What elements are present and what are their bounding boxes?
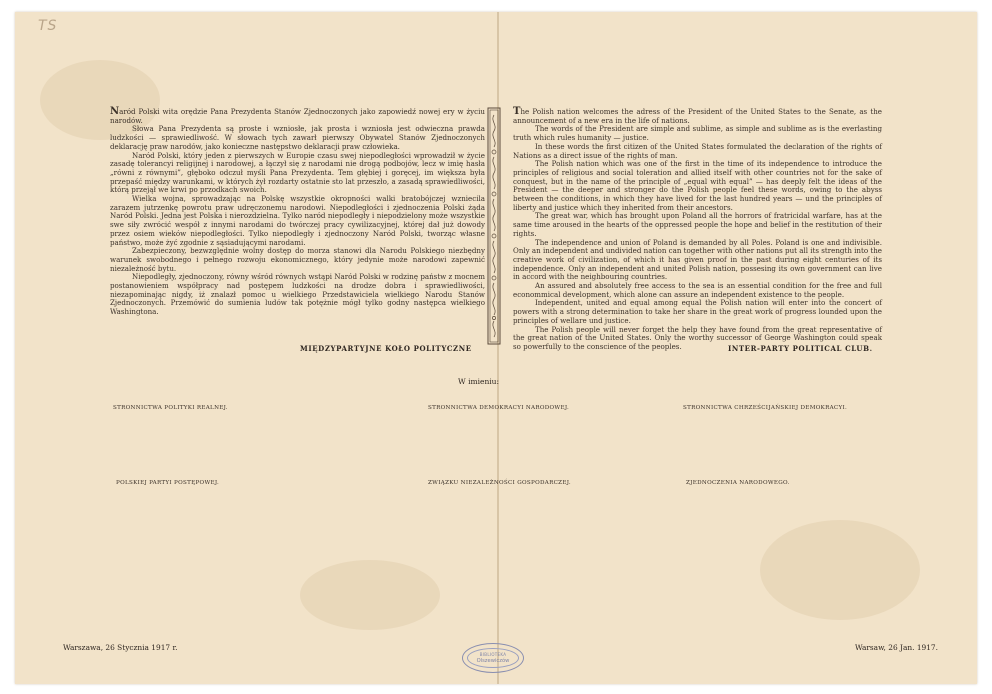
english-text-column	[513, 108, 882, 352]
place-date-polish: Warszawa, 26 Stycznia 1917 r.	[63, 643, 178, 652]
stamp-line: Olszewiczów	[476, 658, 510, 664]
english-paragraph: The words of the President are simple and sublime, as simple and sublime as is the everlasting truth which rules humanity — justice.	[513, 124, 882, 143]
polish-paragraph: Naród Polski, który jeden z pierwszych w Europie czasu swej niepodległości wprowadził w życie zasadę tolerancyi religijnej i narodowej, a łączył się z narodami nie drogą podbojów, lecz w imię hasła „równi z równymi”, głęboko odczuł myśli Pana Prezydenta. Tem głębiej i goręcej, im większa była przepaść między warunkami, w których żył rozdarty ostatnie sto lat przeszło, a zasadą sprawiedliwości, którą przejął we krwi po przodkach swoich.	[110, 150, 485, 195]
signatory-english: INTER-PARTY POLITICAL CLUB.	[728, 344, 873, 353]
party-name: STRONNICTWA DEMOKRACYI NARODOWEJ.	[428, 405, 570, 411]
party-name: STRONNICTWA POLITYKI REALNEJ.	[113, 405, 228, 411]
english-paragraph: The great war, which has brought upon Poland all the horrors of fratricidal warfare, has at the same time aroused in the hearts of the oppressed people the hope and belief in the restitution of their rights.	[513, 211, 882, 238]
decorative-border-ornament	[487, 107, 501, 345]
paper-stain	[300, 560, 440, 630]
library-stamp	[462, 643, 524, 673]
party-name: ZJEDNOCZENIA NARODOWEGO.	[686, 480, 790, 486]
signatory-polish: MIĘDZYPARTYJNE KOŁO POLITYCZNE	[300, 344, 472, 353]
place-date-english: Warsaw, 26 Jan. 1917.	[855, 643, 938, 652]
english-paragraph: The Polish nation welcomes the adress of the President of the United States to the Senate, as the announcement of a new era in the life of nations.	[513, 106, 882, 125]
polish-paragraph: Zabezpieczony, bezwzględnie wolny dostęp do morza stanowi dla Narodu Polskiego niezbędny warunek swobodnego i pełnego rozwoju ekonomicznego, który jedynie może narodowi zapewnić niezależność bytu.	[110, 246, 485, 273]
party-name: STRONNICTWA CHRZEŚCIJAŃSKIEJ DEMOKRACYI.	[683, 405, 848, 411]
polish-paragraph: Naród Polski wita orędzie Pana Prezydenta Stanów Zjednoczonych jako zapowiedź nowej ery w życiu narodów.	[110, 106, 485, 125]
paper-stain	[760, 520, 920, 620]
stamp-line: BIBLIOTEKA	[479, 652, 507, 657]
english-paragraph: Independent, united and equal among equal the Polish nation will enter into the concert of powers with a strong determination to take her share in the great work of progress lounded upon the principles of wellare und justice.	[513, 298, 882, 325]
stamp-ring	[467, 648, 519, 668]
polish-paragraph: Słowa Pana Prezydenta są proste i wzniosłe, jak prosta i wzniosła jest odwieczna prawda ludzkości — sprawiedliwość. W słowach tych zawarł pierwszy Obywatel Stanów Zjednoczonych deklarację praw narodów, jako konieczne następstwo deklaracji praw człowieka.	[110, 124, 485, 151]
english-paragraph: The Polish nation which was one of the first in the time of its independence to introduce the principles of religious and social toleration and allied itself with other countries not for the sake of conquest, but in the name of the principle of „equal with equal” — has deeply felt the ideas of the President — the deeper and stronger do the Polish people feel these words, owing to the abyss between the conditions, in which they have lived for the last hundred years — und the principles of liberty and justice which they inherited from their ancestors.	[513, 159, 882, 212]
pencil-mark: TS	[38, 18, 58, 34]
english-paragraph: The Polish people will never forget the help they have found from the great representative of the great nation of the United States. Only the worthy successor of George Washington could speak so powerfully to the conscience of the peoples.	[513, 324, 882, 351]
on-behalf-label: W imieniu:	[458, 377, 500, 386]
polish-text-column	[110, 108, 485, 317]
english-paragraph: An assured and absolutely free access to the sea is an essential condition for the free and full econommical development, which alone can assure an independent existence to the people.	[513, 281, 882, 299]
english-paragraph: The independence and union of Poland is demanded by all Poles. Poland is one and indivisible. Only an independent and undivided nation can together with other nations put all its strength into the creative work of civilization, of which it has given proof in the past during eight centuries of its independence. Only an independent and united Polish nation, possesing its own government can live in accord with the neighbouring countries.	[513, 237, 882, 282]
party-name: ZWIĄZKU NIEZALEŻNOŚCI GOSPODARCZEJ.	[428, 480, 571, 486]
english-paragraph: In these words the first citizen of the United States formulated the declaration of the rights of Nations as a direct issue of the rights of man.	[513, 141, 882, 160]
party-name: POLSKIEJ PARTYI POSTĘPOWEJ.	[116, 480, 220, 486]
polish-paragraph: Niepodległy, zjednoczony, równy wśród równych wstąpi Naród Polski w rodzinę państw z mocnem postanowieniem współpracy nad postępem ludzkości na drodze dobra i sprawiedliwości, niezapominając nigdy, iż znalazł pomoc u wielkiego Przedstawiciela wielkiego Narodu Stanów Zjednoczonych. Przemówić do sumienia ludów tak potężnie mógł tylko godny następca wielkiego Washingtona.	[110, 272, 485, 317]
polish-paragraph: Wielka wojna, sprowadzając na Polskę wszystkie okropności walki bratobójczej wzniecila zarazem jutrzenkę powrotu praw udręczonemu narodowi. Niepodległości i zjednoczenia Polski żąda Naród Polski. Jedna jest Polska i nierozdzielna. Tylko naród niepodległy i niepodzielony może wszystkie swe siły zwrócić wespół z innymi narodami do twórczej pracy cywilizacyjnej, której dał już dowody przez osiem wieków niepodległości. Tylko niepodległy i zjednoczony Naród Polski, tworząc własne państwo, może żyć zgodnie z sąsiadującymi narodami.	[110, 194, 485, 247]
